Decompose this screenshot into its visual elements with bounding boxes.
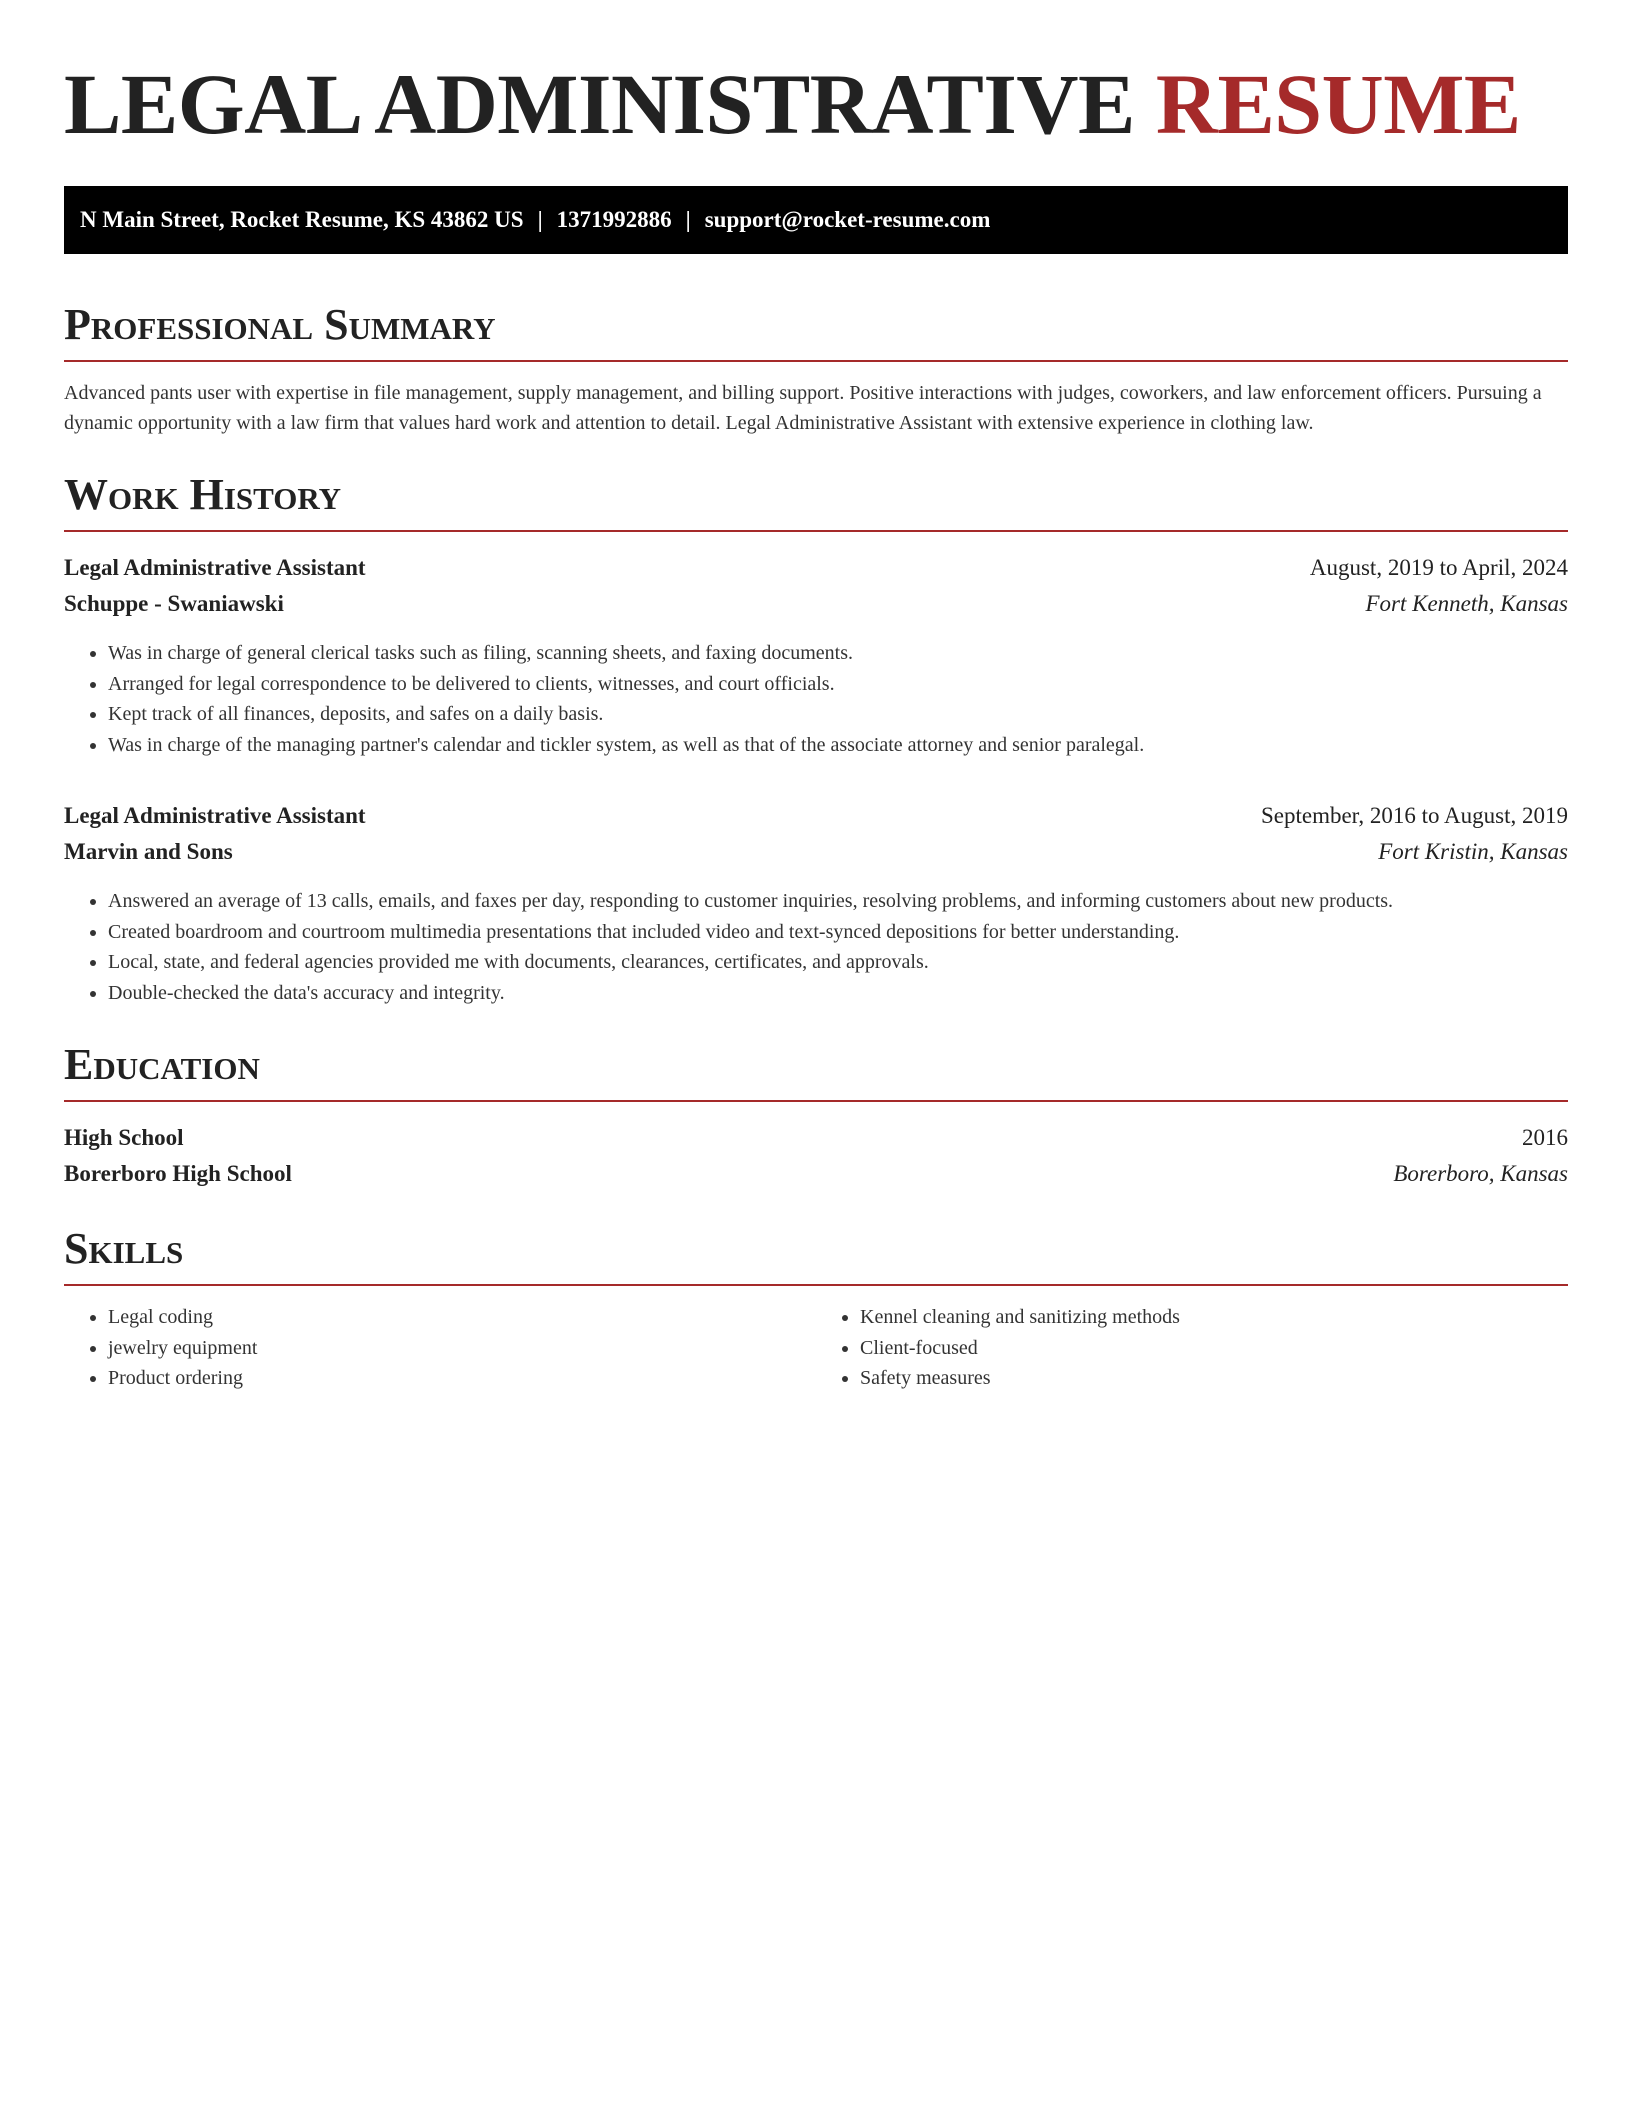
job-company: Schuppe - Swaniawski: [64, 591, 284, 616]
list-item: • Double-checked the data's accuracy and integrity.: [108, 978, 1568, 1009]
job-bullets: [64, 638, 1568, 760]
education-year: 2016: [1522, 1125, 1568, 1150]
list-item: • Was in charge of general clerical tasks such as filing, scanning sheets, and faxing documents.: [108, 638, 1568, 669]
summary-section: [64, 298, 1568, 438]
list-item: • Kept track of all finances, deposits, and safes on a daily basis.: [108, 699, 1568, 730]
education-degree-row: [64, 1120, 1568, 1156]
skills-columns: [64, 1302, 1568, 1394]
skill-item: • jewelry equipment: [108, 1333, 816, 1364]
list-item: • Local, state, and federal agencies provided me with documents, clearances, certificates, and approvals.: [108, 947, 1568, 978]
job-location: Fort Kenneth, Kansas: [1365, 591, 1568, 616]
contact-separator: |: [537, 207, 543, 232]
education-entry: [64, 1120, 1568, 1192]
contact-address: N Main Street, Rocket Resume, KS 43862 US: [80, 207, 524, 232]
job-dates: September, 2016 to August, 2019: [1260, 803, 1568, 828]
education-school: Borerboro High School: [64, 1161, 292, 1186]
job-dates: August, 2019 to April, 2024: [1309, 555, 1568, 580]
job-company-row: [64, 834, 1568, 870]
job-bullets: [64, 886, 1568, 1008]
list-item: • Was in charge of the managing partner's calendar and tickler system, as well as that of the associate attorney and senior paralegal.: [108, 730, 1568, 761]
skills-list-left: [64, 1302, 816, 1394]
title-accent: RESUME: [1155, 56, 1521, 152]
contact-email[interactable]: support@rocket-resume.com: [704, 207, 991, 232]
skill-item: • Product ordering: [108, 1363, 816, 1394]
section-heading: Professional Summary: [64, 298, 1568, 362]
title-main: LEGAL ADMINISTRATIVE: [64, 56, 1135, 152]
skill-item: • Kennel cleaning and sanitizing methods: [860, 1302, 1568, 1333]
skill-item: • Legal coding: [108, 1302, 816, 1333]
job-title: Legal Administrative Assistant: [64, 555, 366, 580]
list-item: • Arranged for legal correspondence to be delivered to clients, witnesses, and court officials.: [108, 669, 1568, 700]
job-header-row: [64, 550, 1568, 586]
section-heading: Education: [64, 1038, 1568, 1102]
education-location: Borerboro, Kansas: [1393, 1161, 1568, 1186]
job-location: Fort Kristin, Kansas: [1378, 839, 1568, 864]
skills-section: [64, 1222, 1568, 1394]
section-heading: Work History: [64, 468, 1568, 532]
work-history-section: [64, 468, 1568, 1008]
summary-text: Advanced pants user with expertise in file management, supply management, and billing support. Positive interactions with judges, coworkers, and law enforcement officers. Pursuing a dynamic opportunity with a law firm that values hard work and attention to detail. Legal Administrative Assistant with extensive experience in clothing law.: [64, 382, 1542, 434]
resume-title: [64, 56, 1568, 152]
skill-item: • Safety measures: [860, 1363, 1568, 1394]
job-header-row: [64, 798, 1568, 834]
education-degree: High School: [64, 1125, 184, 1150]
job-entry: [64, 550, 1568, 760]
education-school-row: [64, 1156, 1568, 1192]
contact-separator: |: [685, 207, 691, 232]
skill-item: • Client-focused: [860, 1333, 1568, 1364]
contact-bar: [64, 186, 1568, 254]
job-company-row: [64, 586, 1568, 622]
job-entry: [64, 798, 1568, 1008]
list-item: • Answered an average of 13 calls, emails, and faxes per day, responding to customer inquiries, resolving problems, and informing customers about new products.: [108, 886, 1568, 917]
skills-list-right: [816, 1302, 1568, 1394]
contact-phone: 1371992886: [556, 207, 672, 232]
job-title: Legal Administrative Assistant: [64, 803, 366, 828]
education-section: [64, 1038, 1568, 1192]
list-item: • Created boardroom and courtroom multimedia presentations that included video and text-synced depositions for better understanding.: [108, 917, 1568, 948]
section-heading: Skills: [64, 1222, 1568, 1286]
job-company: Marvin and Sons: [64, 839, 233, 864]
